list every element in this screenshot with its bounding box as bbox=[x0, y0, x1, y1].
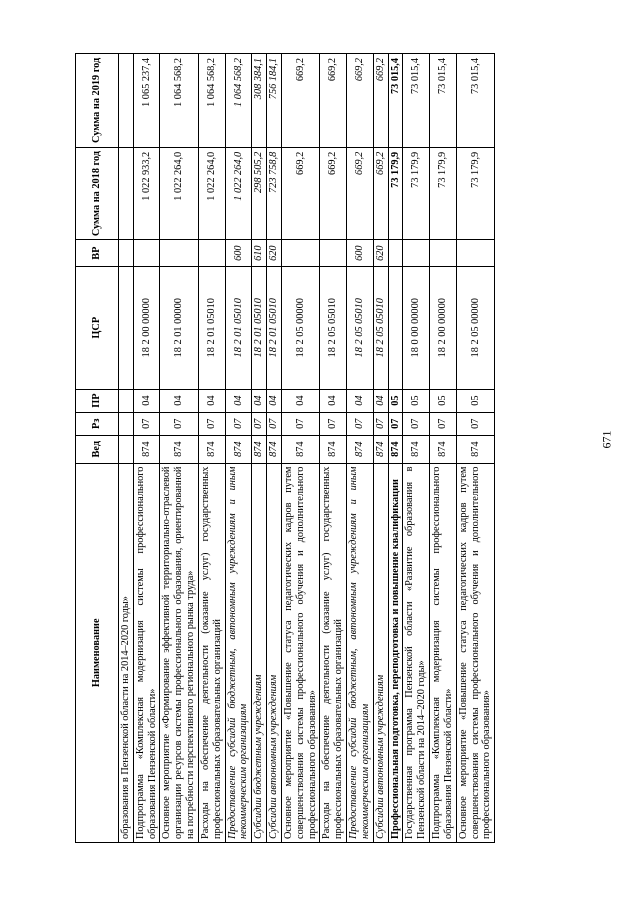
cell-vr: 610 bbox=[252, 240, 267, 267]
table-row bbox=[347, 54, 374, 843]
cell-pr: 05 bbox=[403, 389, 430, 412]
header-name: Наименование bbox=[76, 463, 119, 842]
cell-pr: 04 bbox=[198, 389, 225, 412]
cell-name: Расходы на обеспечение деятельности (оказание услуг) государственных профессиональных образовательных организаций bbox=[320, 463, 347, 842]
cell-rz: 07 bbox=[133, 412, 160, 435]
cell-ved: 874 bbox=[133, 435, 160, 463]
cell-pr: 05 bbox=[456, 389, 494, 412]
cell-sum-2019: 73 015,4 bbox=[403, 54, 430, 148]
cell-rz: 07 bbox=[252, 412, 267, 435]
table-row bbox=[456, 54, 494, 843]
cell-sum-2018: 669,2 bbox=[320, 147, 347, 240]
table-row bbox=[252, 54, 267, 843]
cell-vr bbox=[320, 240, 347, 267]
cell-csr: 18 2 05 05010 bbox=[373, 266, 388, 389]
cell-ved: 874 bbox=[373, 435, 388, 463]
cell-csr bbox=[119, 266, 134, 389]
cell-sum-2019: 669,2 bbox=[320, 54, 347, 148]
cell-pr: 05 bbox=[430, 389, 457, 412]
cell-vr: 600 bbox=[225, 240, 252, 267]
cell-ved: 874 bbox=[430, 435, 457, 463]
cell-sum-2019: 73 015,4 bbox=[430, 54, 457, 148]
cell-sum-2019: 669,2 bbox=[347, 54, 374, 148]
rotated-table-wrapper bbox=[75, 53, 610, 843]
cell-csr: 18 2 05 00000 bbox=[281, 266, 319, 389]
table-row bbox=[320, 54, 347, 843]
cell-sum-2018: 1 022 264,0 bbox=[198, 147, 225, 240]
cell-sum-2018: 669,2 bbox=[281, 147, 319, 240]
table-row bbox=[267, 54, 282, 843]
cell-name: Субсидии автономным учреждениям bbox=[267, 463, 282, 842]
cell-vr bbox=[388, 240, 403, 267]
cell-sum-2019: 1 065 237,4 bbox=[133, 54, 160, 148]
budget-table bbox=[75, 53, 495, 843]
table-row bbox=[119, 54, 134, 843]
cell-csr: 18 2 05 00000 bbox=[456, 266, 494, 389]
cell-name: образования в Пензенской области на 2014–2020 годы» bbox=[119, 463, 134, 842]
cell-sum-2018: 298 505,2 bbox=[252, 147, 267, 240]
table-body bbox=[119, 54, 495, 843]
header-sum-2019: Сумма на 2019 год bbox=[76, 54, 119, 148]
cell-csr bbox=[388, 266, 403, 389]
cell-csr: 18 2 01 05010 bbox=[225, 266, 252, 389]
header-vr: ВР bbox=[76, 240, 119, 267]
cell-name: Государственная программа Пензенской области «Развитие образования в Пензенской области на 2014–2020 годы» bbox=[403, 463, 430, 842]
cell-sum-2018: 73 179,9 bbox=[403, 147, 430, 240]
cell-vr: 620 bbox=[373, 240, 388, 267]
table-row bbox=[281, 54, 319, 843]
cell-pr: 05 bbox=[388, 389, 403, 412]
cell-csr: 18 2 01 05010 bbox=[198, 266, 225, 389]
cell-sum-2018: 73 179,9 bbox=[430, 147, 457, 240]
cell-rz bbox=[119, 412, 134, 435]
cell-name: Расходы на обеспечение деятельности (оказание услуг) государственных профессиональных образовательных организаций bbox=[198, 463, 225, 842]
cell-ved: 874 bbox=[347, 435, 374, 463]
cell-rz: 07 bbox=[347, 412, 374, 435]
cell-name: Профессиональная подготовка, переподготовка и повышение квалификации bbox=[388, 463, 403, 842]
cell-csr: 18 2 05 05010 bbox=[320, 266, 347, 389]
cell-vr bbox=[403, 240, 430, 267]
cell-rz: 07 bbox=[267, 412, 282, 435]
cell-sum-2018: 669,2 bbox=[347, 147, 374, 240]
cell-pr: 04 bbox=[252, 389, 267, 412]
cell-sum-2019: 1 064 568,2 bbox=[160, 54, 198, 148]
cell-ved: 874 bbox=[267, 435, 282, 463]
cell-name: Подпрограмма «Комплексная модернизация системы профессионального образования Пензенской области» bbox=[430, 463, 457, 842]
cell-sum-2018: 1 022 264,0 bbox=[225, 147, 252, 240]
table-row bbox=[198, 54, 225, 843]
cell-sum-2018: 1 022 933,2 bbox=[133, 147, 160, 240]
cell-rz: 07 bbox=[281, 412, 319, 435]
cell-vr bbox=[281, 240, 319, 267]
cell-pr bbox=[119, 389, 134, 412]
cell-ved: 874 bbox=[160, 435, 198, 463]
cell-rz: 07 bbox=[198, 412, 225, 435]
cell-rz: 07 bbox=[388, 412, 403, 435]
cell-pr: 04 bbox=[347, 389, 374, 412]
page-number: 671 bbox=[599, 430, 614, 449]
cell-pr: 04 bbox=[160, 389, 198, 412]
cell-rz: 07 bbox=[225, 412, 252, 435]
cell-sum-2018: 1 022 264,0 bbox=[160, 147, 198, 240]
cell-pr: 04 bbox=[320, 389, 347, 412]
cell-ved: 874 bbox=[252, 435, 267, 463]
cell-rz: 07 bbox=[320, 412, 347, 435]
header-sum-2018: Сумма на 2018 год bbox=[76, 147, 119, 240]
cell-sum-2018: 73 179,9 bbox=[456, 147, 494, 240]
cell-csr: 18 0 00 00000 bbox=[403, 266, 430, 389]
cell-name: Подпрограмма «Комплексная модернизация системы профессионального образования Пензенской области» bbox=[133, 463, 160, 842]
cell-ved: 874 bbox=[225, 435, 252, 463]
cell-ved: 874 bbox=[403, 435, 430, 463]
cell-name: Субсидии автономным учреждениям bbox=[373, 463, 388, 842]
cell-csr: 18 2 00 00000 bbox=[133, 266, 160, 389]
table-row bbox=[430, 54, 457, 843]
cell-vr bbox=[430, 240, 457, 267]
cell-vr: 620 bbox=[267, 240, 282, 267]
cell-ved bbox=[119, 435, 134, 463]
cell-sum-2019 bbox=[119, 54, 134, 148]
cell-vr: 600 bbox=[347, 240, 374, 267]
cell-pr: 04 bbox=[281, 389, 319, 412]
table-row bbox=[373, 54, 388, 843]
table-row bbox=[388, 54, 403, 843]
cell-sum-2019: 669,2 bbox=[373, 54, 388, 148]
cell-rz: 07 bbox=[456, 412, 494, 435]
cell-sum-2019: 1 064 568,2 bbox=[225, 54, 252, 148]
cell-csr: 18 2 01 05010 bbox=[252, 266, 267, 389]
cell-name: Основное мероприятие «Формирование эффективной территориально-отраслевой организации ресурсов системы профессионального образования, ориентированной на потребности перспективного регионального рынка труда» bbox=[160, 463, 198, 842]
cell-ved: 874 bbox=[388, 435, 403, 463]
table-row bbox=[403, 54, 430, 843]
cell-sum-2018: 723 758,8 bbox=[267, 147, 282, 240]
cell-ved: 874 bbox=[281, 435, 319, 463]
cell-sum-2019: 73 015,4 bbox=[456, 54, 494, 148]
cell-csr: 18 2 01 00000 bbox=[160, 266, 198, 389]
cell-name: Предоставление субсидий бюджетным, автономным учреждениям и иным некоммерческим организациям bbox=[347, 463, 374, 842]
cell-sum-2018: 73 179,9 bbox=[388, 147, 403, 240]
cell-rz: 07 bbox=[403, 412, 430, 435]
cell-vr bbox=[133, 240, 160, 267]
cell-sum-2018: 669,2 bbox=[373, 147, 388, 240]
cell-sum-2019: 669,2 bbox=[281, 54, 319, 148]
cell-name: Предоставление субсидий бюджетным, автономным учреждениям и иным некоммерческим организациям bbox=[225, 463, 252, 842]
header-pr: ПР bbox=[76, 389, 119, 412]
cell-rz: 07 bbox=[160, 412, 198, 435]
cell-vr bbox=[456, 240, 494, 267]
cell-pr: 04 bbox=[133, 389, 160, 412]
cell-pr: 04 bbox=[267, 389, 282, 412]
cell-name: Основное мероприятие «Повышение статуса педагогических кадров путем совершенствования системы профессионального обучения и дополнительного профессионального образования» bbox=[281, 463, 319, 842]
cell-csr: 18 2 05 05010 bbox=[347, 266, 374, 389]
header-csr: ЦСР bbox=[76, 266, 119, 389]
cell-sum-2019: 308 384,1 bbox=[252, 54, 267, 148]
cell-ved: 874 bbox=[198, 435, 225, 463]
cell-ved: 874 bbox=[456, 435, 494, 463]
cell-csr: 18 2 01 05010 bbox=[267, 266, 282, 389]
cell-name: Основное мероприятие «Повышение статуса педагогических кадров путем совершенствования системы профессионального обучения и дополнительного профессионального образования» bbox=[456, 463, 494, 842]
cell-sum-2019: 756 184,1 bbox=[267, 54, 282, 148]
cell-pr: 04 bbox=[225, 389, 252, 412]
cell-sum-2019: 73 015,4 bbox=[388, 54, 403, 148]
cell-csr: 18 2 00 00000 bbox=[430, 266, 457, 389]
cell-pr: 04 bbox=[373, 389, 388, 412]
table-row bbox=[160, 54, 198, 843]
header-rz: Рз bbox=[76, 412, 119, 435]
cell-sum-2019: 1 064 568,2 bbox=[198, 54, 225, 148]
cell-vr bbox=[119, 240, 134, 267]
cell-sum-2018 bbox=[119, 147, 134, 240]
cell-rz: 07 bbox=[430, 412, 457, 435]
cell-ved: 874 bbox=[320, 435, 347, 463]
header-ved: Вед bbox=[76, 435, 119, 463]
table-row bbox=[225, 54, 252, 843]
cell-name: Субсидии бюджетным учреждениям bbox=[252, 463, 267, 842]
cell-vr bbox=[198, 240, 225, 267]
table-row bbox=[133, 54, 160, 843]
cell-vr bbox=[160, 240, 198, 267]
cell-rz: 07 bbox=[373, 412, 388, 435]
table-header-row bbox=[76, 54, 119, 843]
